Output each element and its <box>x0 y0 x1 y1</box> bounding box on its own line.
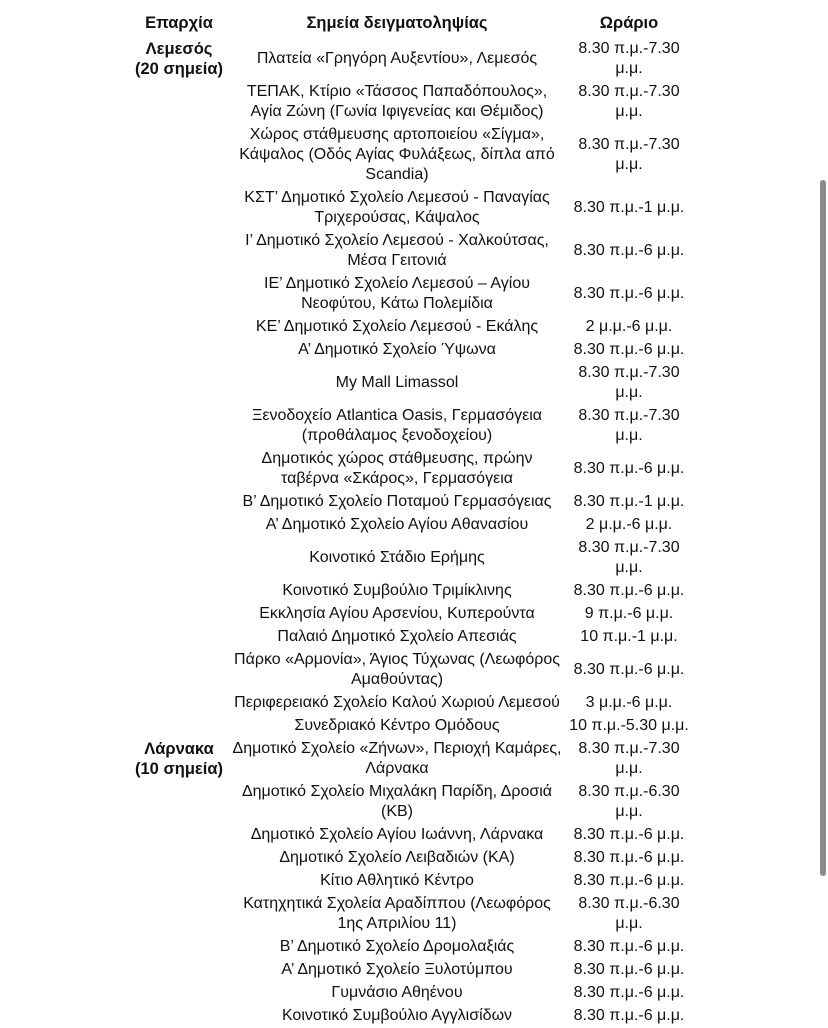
sampling-site: ΚΕ’ Δημοτικό Σχολείο Λεμεσού - Εκάλης <box>255 318 539 335</box>
opening-hours: 8.30 π.μ.-6.30 μ.μ. <box>578 895 680 932</box>
district-name: Λάρνακα <box>144 740 214 758</box>
district-name: Λεμεσός <box>145 40 213 58</box>
opening-hours: 3 μ.μ.-6 μ.μ. <box>585 694 673 711</box>
sampling-site: Ι’ Δημοτικό Σχολείο Λεμεσού - Χαλκούτσας, Μέσα Γειτονιά <box>245 232 549 269</box>
sampling-site: Β’ Δημοτικό Σχολείο Ποταμού Γερμασόγειας <box>242 493 552 510</box>
sampling-points-document <box>128 10 694 1028</box>
sampling-site: Κατηχητικά Σχολεία Αραδίππου (Λεωφόρος 1ης Απριλίου 11) <box>243 895 551 932</box>
header-hours: Ωράριο <box>599 14 659 32</box>
sampling-site: Α’ Δημοτικό Σχολείο Ξυλοτύμπου <box>281 961 513 978</box>
sampling-site: Δημοτικός χώρος στάθμευσης, πρώην ταβέρνα «Σκάρος», Γερμασόγεια <box>261 450 533 487</box>
district-cell <box>128 38 230 738</box>
sampling-site: Κοινοτικό Συμβούλιο Αγγλισίδων <box>281 1007 513 1024</box>
vertical-scrollbar[interactable] <box>820 180 826 876</box>
opening-hours: 8.30 π.μ.-1 μ.μ. <box>573 199 685 216</box>
sampling-site: Χώρος στάθμευσης αρτοποιείου «Σίγμα», Κάψαλος (Οδός Αγίας Φυλάξεως, δίπλα από Scandia) <box>239 126 555 183</box>
opening-hours: 8.30 π.μ.-6 μ.μ. <box>573 341 685 358</box>
sampling-site: Εκκλησία Αγίου Αρσενίου, Κυπερούντα <box>259 605 535 622</box>
opening-hours: 8.30 π.μ.-6 μ.μ. <box>573 460 685 477</box>
opening-hours: 2 μ.μ.-6 μ.μ. <box>585 516 673 533</box>
opening-hours: 8.30 π.μ.-6 μ.μ. <box>573 961 685 978</box>
sampling-site: Ξενοδοχείο Atlantica Oasis, Γερμασόγεια (προθάλαμος ξενοδοχείου) <box>251 407 543 444</box>
sampling-site: Δημοτικό Σχολείο «Ζήνων», Περιοχή Καμάρες, Λάρνακα <box>232 740 562 777</box>
table-header-row <box>128 10 694 38</box>
opening-hours: 2 μ.μ.-6 μ.μ. <box>585 318 673 335</box>
sampling-site: Α’ Δημοτικό Σχολείο Ύψωνα <box>298 341 496 358</box>
opening-hours: 10 π.μ.-1 μ.μ. <box>580 628 678 645</box>
opening-hours: 8.30 π.μ.-6 μ.μ. <box>573 849 685 866</box>
sampling-site: My Mall Limassol <box>335 374 459 391</box>
opening-hours: 8.30 π.μ.-6.30 μ.μ. <box>578 783 680 820</box>
sampling-site: Παλαιό Δημοτικό Σχολείο Απεσιάς <box>277 628 517 645</box>
opening-hours: 10 π.μ.-5.30 μ.μ. <box>569 717 689 734</box>
sampling-site: Δημοτικό Σχολείο Μιχαλάκη Παρίδη, Δροσιά (ΚΒ) <box>241 783 553 820</box>
district-count: (20 σημεία) <box>135 60 223 78</box>
sampling-site: Πάρκο «Αρμονία», Άγιος Τύχωνας (Λεωφόρος Αμαθούντας) <box>234 651 560 688</box>
opening-hours: 8.30 π.μ.-7.30 μ.μ. <box>578 740 680 777</box>
district-cell <box>128 738 230 1028</box>
sampling-site: Β’ Δημοτικό Σχολείο Δρομολαξιάς <box>279 938 515 955</box>
opening-hours: 8.30 π.μ.-6 μ.μ. <box>573 826 685 843</box>
sampling-site: Κοινοτικό Στάδιο Ερήμης <box>309 549 485 566</box>
header-district: Επαρχία <box>145 14 213 32</box>
sampling-site: Περιφερειακό Σχολείο Καλού Χωριού Λεμεσού <box>234 694 560 711</box>
opening-hours: 8.30 π.μ.-6 μ.μ. <box>573 285 685 302</box>
sampling-site: ΙΕ’ Δημοτικό Σχολείο Λεμεσού – Αγίου Νεοφύτου, Κάτω Πολεμίδια <box>264 275 530 312</box>
sampling-site: ΚΣΤ’ Δημοτικό Σχολείο Λεμεσού - Παναγίας Τριχερούσας, Κάψαλος <box>244 189 550 226</box>
opening-hours: 8.30 π.μ.-6 μ.μ. <box>573 872 685 889</box>
opening-hours: 8.30 π.μ.-7.30 μ.μ. <box>578 83 680 120</box>
opening-hours: 8.30 π.μ.-6 μ.μ. <box>573 1007 685 1024</box>
opening-hours: 8.30 π.μ.-6 μ.μ. <box>573 582 685 599</box>
opening-hours: 8.30 π.μ.-7.30 μ.μ. <box>578 40 680 77</box>
opening-hours: 8.30 π.μ.-6 μ.μ. <box>573 242 685 259</box>
opening-hours: 9 π.μ.-6 μ.μ. <box>584 605 674 622</box>
opening-hours: 8.30 π.μ.-6 μ.μ. <box>573 661 685 678</box>
table-row <box>128 738 694 781</box>
sampling-site: Πλατεία «Γρηγόρη Αυξεντίου», Λεμεσός <box>256 50 538 67</box>
sampling-site: Γυμνάσιο Αθηένου <box>331 984 463 1001</box>
sampling-site: Δημοτικό Σχολείο Αγίου Ιωάννη, Λάρνακα <box>250 826 544 843</box>
opening-hours: 8.30 π.μ.-1 μ.μ. <box>573 493 685 510</box>
opening-hours: 8.30 π.μ.-6 μ.μ. <box>573 938 685 955</box>
sampling-site: Συνεδριακό Κέντρο Ομόδους <box>294 717 500 734</box>
opening-hours: 8.30 π.μ.-6 μ.μ. <box>573 984 685 1001</box>
opening-hours: 8.30 π.μ.-7.30 μ.μ. <box>578 407 680 444</box>
opening-hours: 8.30 π.μ.-7.30 μ.μ. <box>578 364 680 401</box>
sampling-site: ΤΕΠΑΚ, Κτίριο «Τάσσος Παπαδόπουλος», Αγία Ζώνη (Γωνία Ιφιγενείας και Θέμιδος) <box>246 83 548 120</box>
table-row <box>128 38 694 81</box>
district-count: (10 σημεία) <box>135 760 223 778</box>
sampling-site: Κίτιο Αθλητικό Κέντρο <box>320 872 474 889</box>
opening-hours: 8.30 π.μ.-7.30 μ.μ. <box>578 539 680 576</box>
sampling-site: Α’ Δημοτικό Σχολείο Αγίου Αθανασίου <box>265 516 529 533</box>
sampling-site: Κοινοτικό Συμβούλιο Τριμίκλινης <box>282 582 512 599</box>
header-sites: Σημεία δειγματοληψίας <box>306 14 488 32</box>
opening-hours: 8.30 π.μ.-7.30 μ.μ. <box>578 136 680 173</box>
sampling-site: Δημοτικό Σχολείο Λειβαδιών (ΚΑ) <box>279 849 515 866</box>
sampling-points-table <box>128 10 694 1028</box>
